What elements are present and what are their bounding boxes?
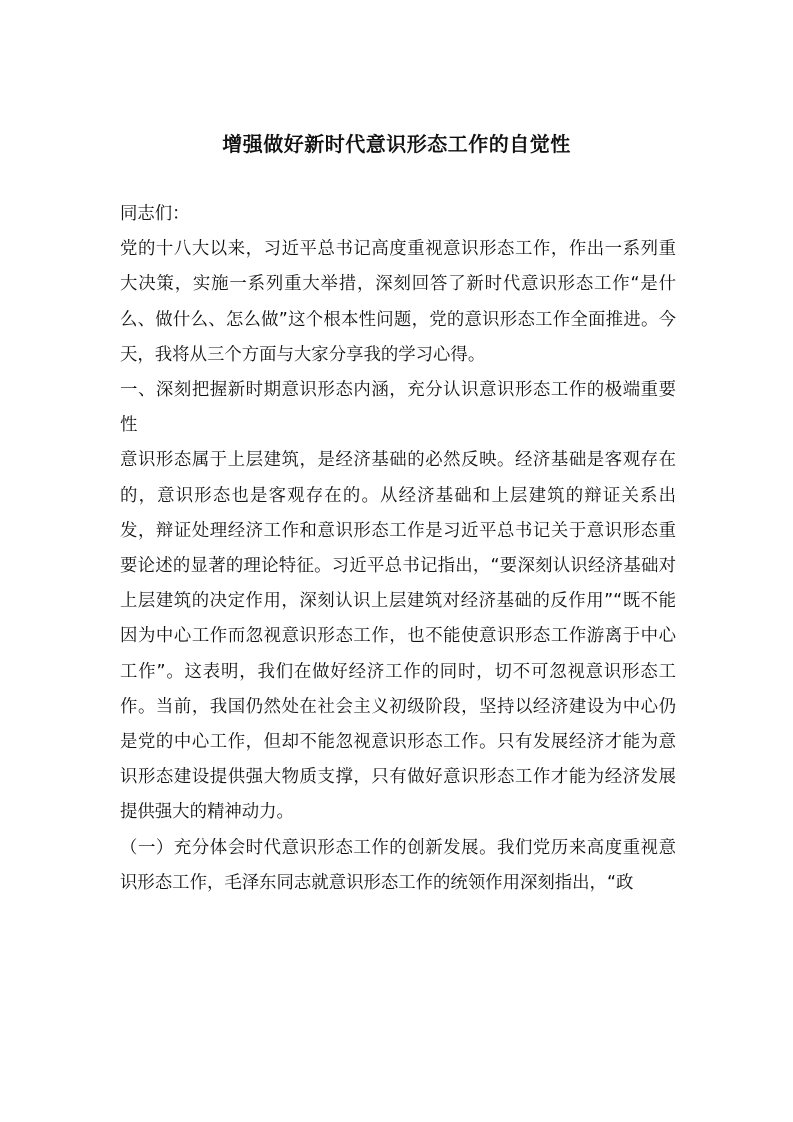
salutation-paragraph: 同志们： xyxy=(120,204,190,224)
document-title: 增强做好新时代意识形态工作的自觉性 xyxy=(222,132,571,156)
subsection-paragraph: （一）充分体会时代意识形态工作的创新发展。我们党历来高度重视意识形态工作，毛泽东同志就意识形态工作的统领作用深刻指出，“政 xyxy=(120,837,676,893)
body-paragraph: 意识形态属于上层建筑，是经济基础的必然反映。经济基础是客观存在的，意识形态也是客观存在的。从经济基础和上层建筑的辩证关系出发，辩证处理经济工作和意识形态工作是习近平总书记关于意识形态重要论述的显著的理论特征。习近平总书记指出，“要深刻认识经济基础对上层建筑的决定作用，深刻认识上层建筑对经济基础的反作用”“既不能因为中心工作而忽视意识形态工作，也不能使意识形态工作游离于中心工作”。这表明，我们在做好经济工作的同时，切不可忽视意识形态工作。当前，我国仍然处在社会主义初级阶段，坚持以经济建设为中心仍是党的中心工作，但却不能忽视意识形态工作。只有发展经济才能为意识形态建设提供强大物质支撑，只有做好意识形态工作才能为经济发展提供强大的精神动力。 xyxy=(120,450,676,823)
intro-paragraph: 党的十八大以来，习近平总书记高度重视意识形态工作，作出一系列重大决策，实施一系列重大举措，深刻回答了新时代意识形态工作“是什么、做什么、怎么做”这个根本性问题，党的意识形态工作全面推进。今天，我将从三个方面与大家分享我的学习心得。 xyxy=(120,239,676,365)
section-heading-1: 一、深刻把握新时期意识形态内涵，充分认识意识形态工作的极端重要性 xyxy=(120,380,676,436)
document-body xyxy=(120,197,676,901)
